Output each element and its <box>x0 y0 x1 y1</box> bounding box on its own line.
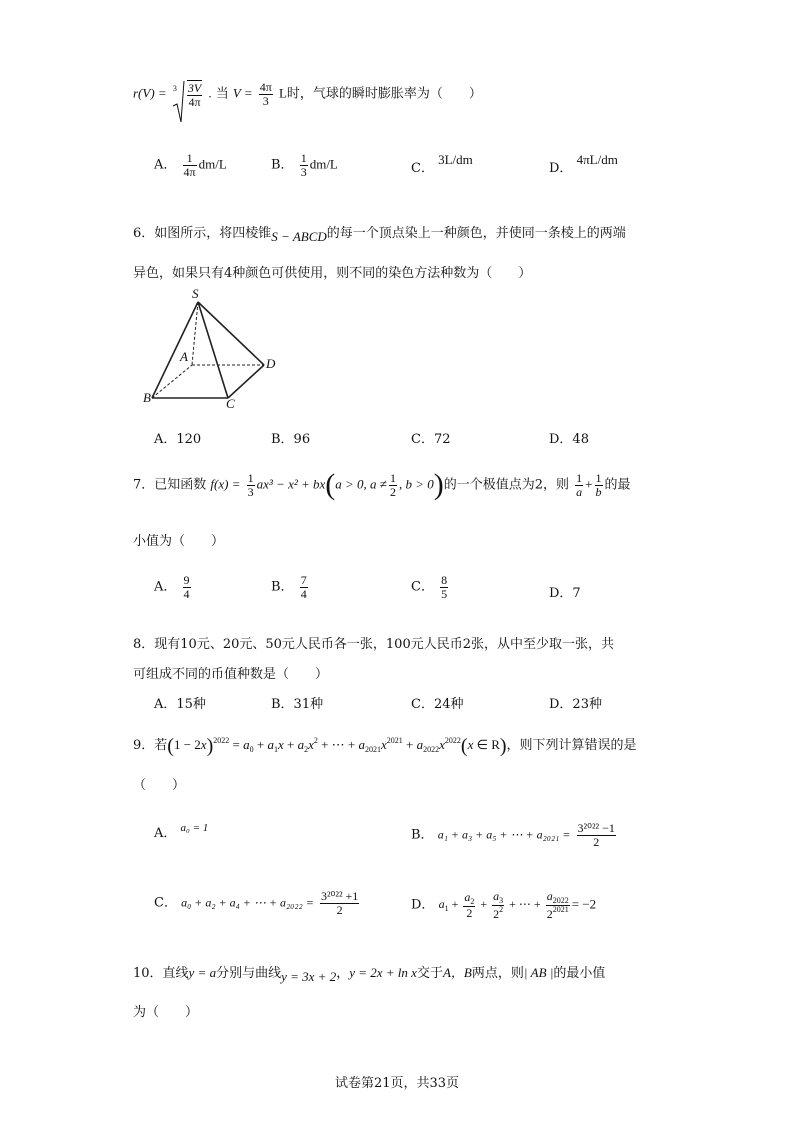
q7-option-a <box>154 574 193 600</box>
q7-half-den: 2 <box>389 484 396 499</box>
pyramid-figure <box>140 288 285 410</box>
q9-c-lhs: a₀ + a₂ + a₄ + ⋯ + a₂₀₂₂ = <box>181 895 314 910</box>
q6-line1a: 6．如图所示，将四棱锥 <box>133 226 272 241</box>
q7-cond-a: a > 0, a ≠ <box>335 476 387 492</box>
q5-option-c <box>411 152 473 176</box>
q5-c-text: 3L/dm <box>438 152 473 167</box>
q7-paren-close-icon: ) <box>433 468 444 502</box>
q10-line1 <box>133 962 605 985</box>
q7-line2: 小值为（ ） <box>133 534 225 549</box>
q5-b-den: 3 <box>300 164 307 179</box>
q9-option-a <box>154 822 208 841</box>
q10-curve1: y = 3x + 2 <box>281 969 337 984</box>
q7-a-den: 4 <box>183 586 190 601</box>
page-footer: 试卷第21页，共33页 <box>334 1076 460 1091</box>
q8-option-a: A．15种 <box>154 697 206 712</box>
q5-root-num: 3V <box>187 81 202 95</box>
q7-a-num: 9 <box>183 573 190 587</box>
q5-sep: . <box>208 85 212 101</box>
q6-line1b: 的每一个顶点染上一种颜色，并使同一条棱上的两端 <box>326 226 626 241</box>
q9-expansion: $(1 - 2x)^{2022} = a_0 + a_1x + a_2x^2$ + ⋯ + $a_{2021}x^{2021} + a_{2022}x^{2022}(x$ ∈ R) <box>167 735 507 758</box>
q6-pyramid: S − ABCD <box>271 229 327 244</box>
q10-line2: 为（ ） <box>133 1005 199 1020</box>
q6-line2: 异色，如果只有4种颜色可供使用，则不同的染色方法种数为（ ） <box>133 266 532 281</box>
q5-option-d-label: D． <box>549 161 573 176</box>
q7-cond-b: , b > 0 <box>398 476 434 492</box>
q5-option-b-label: B． <box>271 157 294 173</box>
q8-option-c: C．24种 <box>411 697 464 712</box>
radical-sign-icon <box>171 80 185 124</box>
q9-tail: ，则下列计算错误的是 <box>506 738 637 753</box>
q10-points: A，B <box>442 965 472 980</box>
q9-b-den: 2 <box>593 834 600 849</box>
q10-curve2: y = 2x + ln x <box>349 965 417 980</box>
q7-option-c-label: C． <box>411 579 434 595</box>
q9-c-den: 2 <box>336 902 343 917</box>
q5-v-num: 4π <box>259 80 272 94</box>
q7-tail: 的最 <box>604 477 631 493</box>
q5-cube-root <box>171 80 204 108</box>
vertex-s-label: S <box>192 288 199 301</box>
vertex-c-label: C <box>226 396 235 410</box>
q8-option-b: B．31种 <box>271 697 324 712</box>
q7-frac-a-num: 1 <box>576 471 583 485</box>
q9-option-d-label: D． <box>411 897 435 913</box>
q7-paren-open-icon: ( <box>325 468 336 502</box>
q10-line-eq: y = a <box>188 965 217 980</box>
q9-option-a-label: A． <box>154 826 177 841</box>
q9-b-lhs: a₁ + a₃ + a₅ + ⋯ + a₂₀₂₁ = <box>437 827 571 842</box>
q10-sep: ， <box>336 966 350 981</box>
q7-prefix: 7．已知函数 <box>133 477 207 493</box>
q5-v-unit: L <box>278 85 287 101</box>
q9-d-expr: $a_1$ + $\frac{a_2}{2}$ + $\frac{a_3}{2^2}$ + ⋯ + $\frac{a_{2022}}{2^{2021}}$ <box>438 889 569 922</box>
vertex-a-label: A <box>180 349 188 364</box>
q7-option-a-label: A． <box>154 579 177 595</box>
q10-p2: 分别与曲线 <box>216 966 282 981</box>
q5-b-unit: dm/L <box>309 156 338 172</box>
q7-b-num: 7 <box>300 573 307 587</box>
q8-line1: 8．现有10元、20元、50元人民币各一张，100元人民币2张，从中至少取一张，共 <box>133 637 614 652</box>
q5-a-unit: dm/L <box>198 156 227 172</box>
q5-a-den: 4π <box>183 164 196 179</box>
q7-line1 <box>133 468 631 502</box>
q8-option-d: D．23种 <box>549 697 602 712</box>
q7-option-c <box>411 574 450 600</box>
q9-option-d <box>411 890 596 921</box>
q7-b-den: 4 <box>300 586 307 601</box>
q5-func-lhs: r(V) = <box>133 85 167 101</box>
q9-d-rhs: = −2 <box>571 896 597 912</box>
q8-line2: 可组成不同的币值种数是（ ） <box>133 667 329 682</box>
q6-line1 <box>133 222 626 245</box>
q7-frac-a-den: a <box>576 484 583 499</box>
q5-option-a-label: A． <box>154 157 177 173</box>
q7-frac-b-den: b <box>595 484 602 499</box>
q7-c-den: 5 <box>441 586 448 601</box>
q7-f-body: ax³ − x² + bx <box>256 476 326 492</box>
q10-p5: 的最小值 <box>553 966 606 981</box>
q5-option-b <box>271 152 338 178</box>
q7-c-num: 8 <box>441 573 448 587</box>
q9-line1 <box>133 734 637 756</box>
q6-option-d: D．48 <box>549 432 589 447</box>
q7-mid: 的一个极值点为2，则 <box>443 477 570 493</box>
q7-plus: + <box>585 476 593 492</box>
q7-one: 1 <box>247 471 254 485</box>
q5-stem <box>133 80 482 108</box>
q5-stem-tail: 时，气球的瞬时膨胀率为（ ） <box>286 86 482 102</box>
q5-root-index: 3 <box>172 84 177 93</box>
q9-option-b-label: B． <box>411 827 434 843</box>
q10-p3: 交于 <box>416 966 443 981</box>
q7-three: 3 <box>247 484 254 499</box>
q5-b-num: 1 <box>300 151 307 165</box>
q9-option-c-label: C． <box>154 895 177 911</box>
q5-d-text: 4πL/dm <box>576 152 618 167</box>
q10-p1: 10．直线 <box>133 966 189 981</box>
q7-option-b <box>271 574 310 600</box>
q9-prefix: 9．若 <box>133 738 168 753</box>
q9-option-c <box>154 890 361 916</box>
q9-a-expr: a₀ = 1 <box>180 822 209 834</box>
q7-half-num: 1 <box>389 471 396 485</box>
q5-v-den: 3 <box>262 93 269 108</box>
q5-option-a <box>154 152 227 178</box>
q5-option-c-label: C． <box>411 161 434 176</box>
q10-p4: 两点，则 <box>471 966 524 981</box>
q7-option-d: D．7 <box>549 586 581 601</box>
q7-option-b-label: B． <box>271 579 294 595</box>
q6-option-b: B．96 <box>271 432 311 447</box>
q5-v-eq: V = <box>232 85 253 101</box>
q6-option-a: A．120 <box>154 432 202 447</box>
q5-a-num: 1 <box>183 152 197 166</box>
q5-root-den: 4π <box>188 94 201 109</box>
vertex-d-label: D <box>266 356 276 371</box>
q9-line2: （ ） <box>133 778 186 793</box>
q7-f-lhs: f(x) = <box>210 476 241 492</box>
q10-ab: | AB | <box>523 965 554 980</box>
q5-when: 当 <box>215 86 229 102</box>
q9-option-b <box>411 822 618 848</box>
q7-frac-b-num: 1 <box>595 471 602 485</box>
q6-option-c: C．72 <box>411 432 451 447</box>
vertex-b-label: B <box>143 390 151 405</box>
q5-option-d <box>549 152 618 176</box>
q9-c-num: 3²⁰²² +1 <box>320 889 359 903</box>
q9-b-num: 3²⁰²² −1 <box>577 821 615 835</box>
